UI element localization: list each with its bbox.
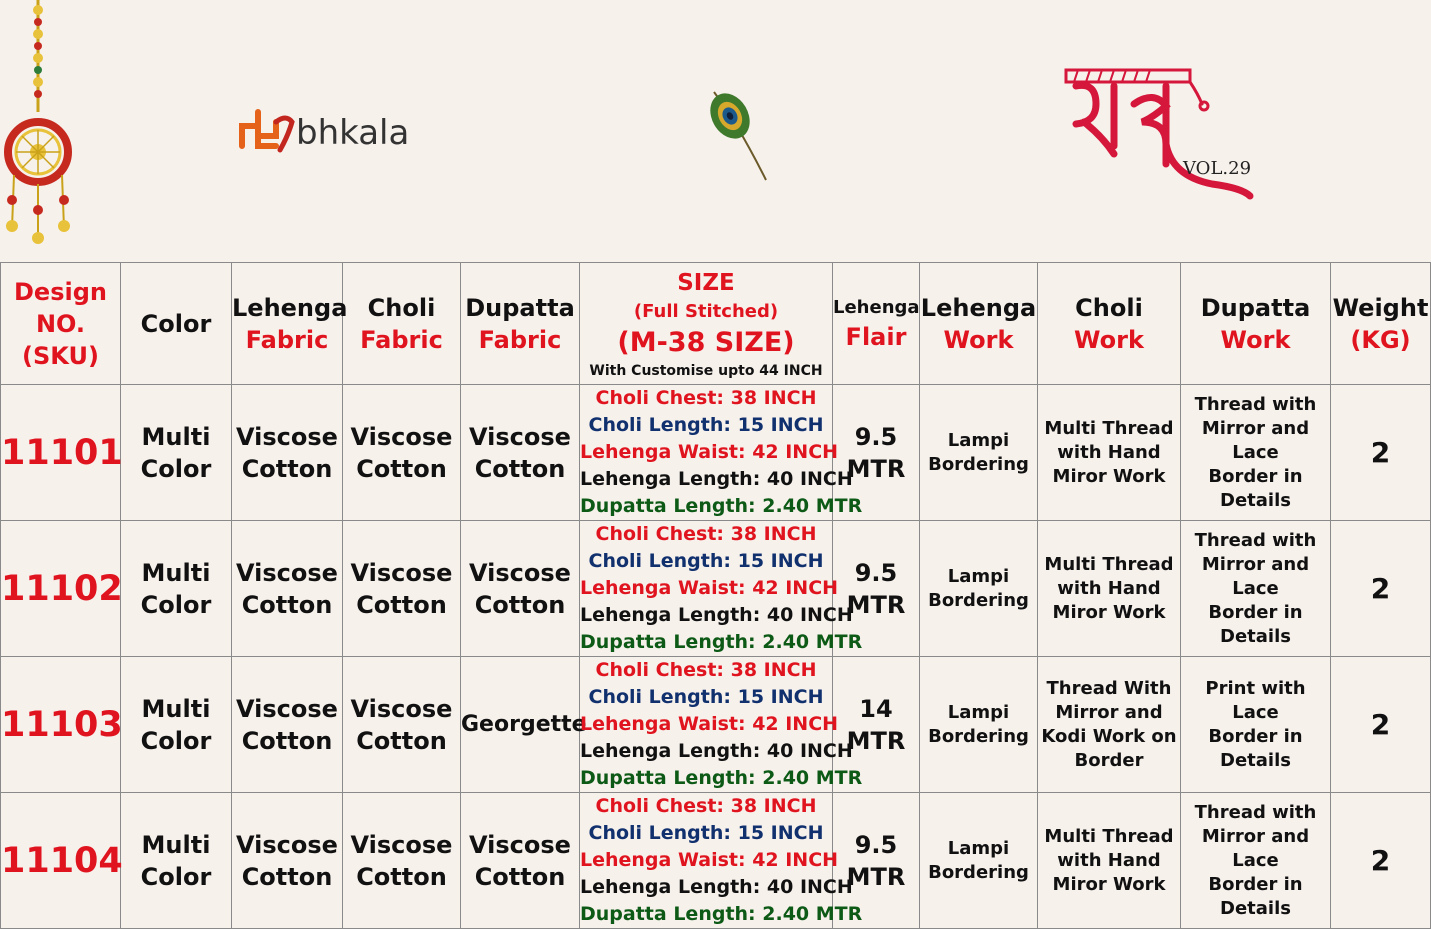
size-cell: Choli Chest: 38 INCH Choli Length: 15 INCH Lehenga Waist: 42 INCH Lehenga Length: 40 INCH Dupatta Length: 2.40 MTR — [580, 793, 833, 929]
dupatta-work-cell: Thread with Mirror and Lace Border in Details — [1181, 793, 1331, 929]
header-lehenga-fabric: Lehenga Fabric — [232, 263, 343, 385]
header-weight: Weight (KG) — [1331, 263, 1431, 385]
catalog-header — [0, 0, 1404, 262]
color-cell: Multi Color — [121, 385, 232, 521]
size-cell: Choli Chest: 38 INCH Choli Length: 15 INCH Lehenga Waist: 42 INCH Lehenga Length: 40 INCH Dupatta Length: 2.40 MTR — [580, 657, 833, 793]
size-cell: Choli Chest: 38 INCH Choli Length: 15 INCH Lehenga Waist: 42 INCH Lehenga Length: 40 INCH Dupatta Length: 2.40 MTR — [580, 385, 833, 521]
table-row — [1, 385, 1431, 521]
choli-fabric-cell: Viscose Cotton — [343, 521, 461, 657]
dupatta-work-cell: Thread with Mirror and Lace Border in Details — [1181, 385, 1331, 521]
brand-name: bhkala — [296, 113, 410, 153]
lehenga-flair-cell: 14 MTR — [833, 657, 920, 793]
hanging-ornament-icon — [0, 0, 80, 250]
choli-work-cell: Thread With Mirror and Kodi Work on Border — [1038, 657, 1181, 793]
header-size: SIZE (Full Stitched) (M-38 SIZE) With Customise upto 44 INCH — [580, 263, 833, 385]
lehenga-work-cell: Lampi Bordering — [920, 793, 1038, 929]
table-header-row — [1, 263, 1431, 385]
dupatta-work-cell: Thread with Mirror and Lace Border in Details — [1181, 521, 1331, 657]
header-dupatta-fabric: Dupatta Fabric — [461, 263, 580, 385]
sku-cell: 11102 — [1, 521, 121, 657]
header-lehenga-work: Lehenga Work — [920, 263, 1038, 385]
brand-logo — [236, 106, 409, 160]
header-choli-work: Choli Work — [1038, 263, 1181, 385]
dupatta-work-cell: Print with Lace Border in Details — [1181, 657, 1331, 793]
weight-cell: 2 — [1331, 385, 1431, 521]
ras-logo-icon — [1062, 64, 1262, 204]
choli-work-cell: Multi Thread with Hand Miror Work — [1038, 793, 1181, 929]
weight-cell: 2 — [1331, 521, 1431, 657]
choli-work-cell: Multi Thread with Hand Miror Work — [1038, 521, 1181, 657]
dupatta-fabric-cell: Viscose Cotton — [461, 793, 580, 929]
dupatta-fabric-cell: Viscose Cotton — [461, 385, 580, 521]
weight-cell: 2 — [1331, 793, 1431, 929]
table-row — [1, 521, 1431, 657]
dupatta-fabric-cell: Viscose Cotton — [461, 521, 580, 657]
header-color: Color — [121, 263, 232, 385]
swastik-logo-icon — [236, 106, 294, 160]
header-choli-fabric: Choli Fabric — [343, 263, 461, 385]
lehenga-flair-cell: 9.5 MTR — [833, 793, 920, 929]
sku-cell: 11104 — [1, 793, 121, 929]
table-row — [1, 657, 1431, 793]
lehenga-fabric-cell: Viscose Cotton — [232, 657, 343, 793]
lehenga-work-cell: Lampi Bordering — [920, 657, 1038, 793]
choli-fabric-cell: Viscose Cotton — [343, 793, 461, 929]
color-cell: Multi Color — [121, 657, 232, 793]
weight-cell: 2 — [1331, 657, 1431, 793]
lehenga-flair-cell: 9.5 MTR — [833, 521, 920, 657]
choli-fabric-cell: Viscose Cotton — [343, 657, 461, 793]
color-cell: Multi Color — [121, 521, 232, 657]
choli-fabric-cell: Viscose Cotton — [343, 385, 461, 521]
sku-cell: 11101 — [1, 385, 121, 521]
lehenga-fabric-cell: Viscose Cotton — [232, 385, 343, 521]
lehenga-fabric-cell: Viscose Cotton — [232, 793, 343, 929]
lehenga-flair-cell: 9.5 MTR — [833, 385, 920, 521]
peacock-feather-icon — [708, 84, 774, 184]
header-dupatta-work: Dupatta Work — [1181, 263, 1331, 385]
lehenga-fabric-cell: Viscose Cotton — [232, 521, 343, 657]
choli-work-cell: Multi Thread with Hand Miror Work — [1038, 385, 1181, 521]
lehenga-work-cell: Lampi Bordering — [920, 521, 1038, 657]
header-design-sku: Design NO. (SKU) — [1, 263, 121, 385]
product-spec-table — [0, 262, 1431, 929]
lehenga-work-cell: Lampi Bordering — [920, 385, 1038, 521]
table-row — [1, 793, 1431, 929]
size-cell: Choli Chest: 38 INCH Choli Length: 15 INCH Lehenga Waist: 42 INCH Lehenga Length: 40 INCH Dupatta Length: 2.40 MTR — [580, 521, 833, 657]
sku-cell: 11103 — [1, 657, 121, 793]
header-lehenga-flair: Lehenga Flair — [833, 263, 920, 385]
volume-label: VOL.29 — [1183, 158, 1252, 179]
dupatta-fabric-cell: Georgette — [461, 657, 580, 793]
color-cell: Multi Color — [121, 793, 232, 929]
